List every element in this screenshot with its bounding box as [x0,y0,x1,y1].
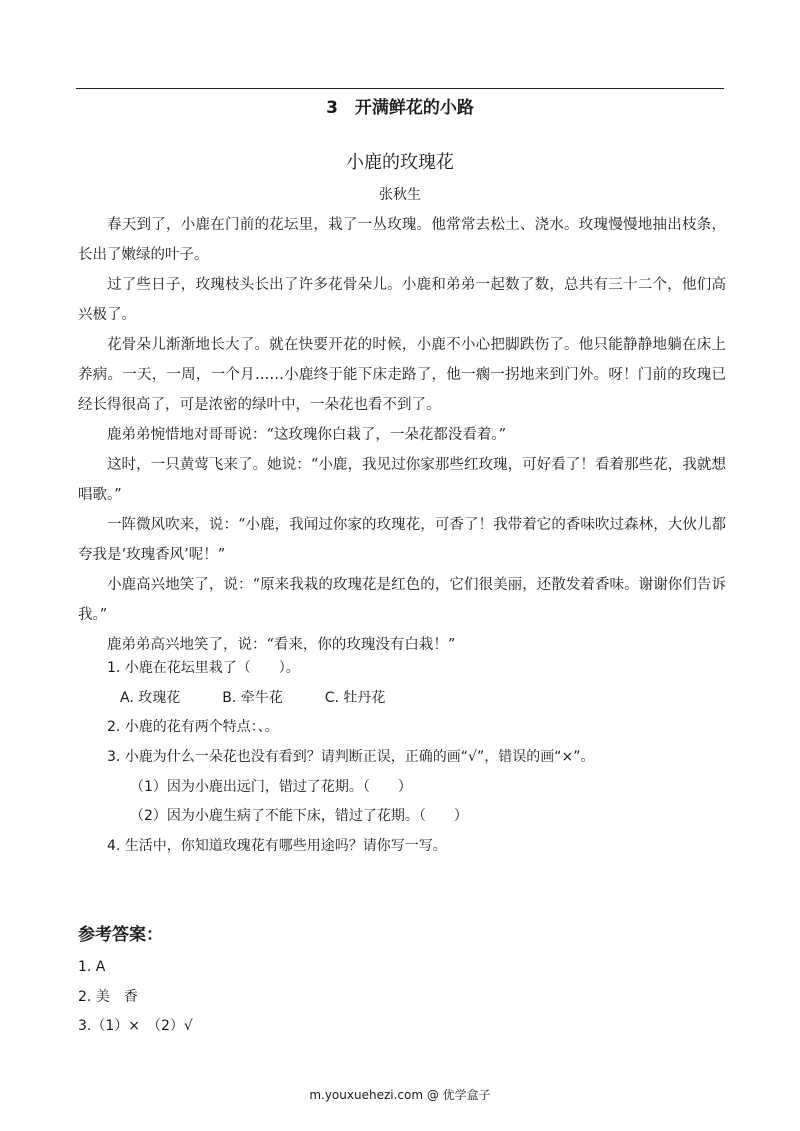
story-paragraph: 鹿弟弟惋惜地对哥哥说：“这玫瑰你白栽了，一朵花都没看着。” [107,427,507,443]
question-4: 4. 生活中，你知道玫瑰花有哪些用途吗？请你写一写。 [107,838,447,854]
story-paragraph: 一阵微风吹来，说：“小鹿，我闻过你家的玫瑰花，可香了！我带着它的香味吹过森林，大伙儿都夸我是‘玫瑰香风’呢！” [78,517,726,563]
story-paragraph: 鹿弟弟高兴地笑了，说：“看来，你的玫瑰没有白栽！” [107,637,456,653]
question-1: 1. 小鹿在花坛里栽了（ ）。 [107,660,300,676]
question-3-item-2: （2）因为小鹿生病了不能下床，错过了花期。（ ） [130,808,468,824]
footer-watermark: m.youxuehezi.com @ 优学盒子 [309,1088,491,1102]
header-rule [76,88,724,89]
question-3-item-1: （1）因为小鹿出远门，错过了花期。（ ） [130,779,412,795]
question-3: 3. 小鹿为什么一朵花也没有看到？请判断正误，正确的画“√”，错误的画“×”。 [107,749,595,765]
answer-2: 2. 美 香 [78,989,138,1005]
story-paragraph: 过了些日子，玫瑰枝头长出了许多花骨朵儿。小鹿和弟弟一起数了数，总共有三十二个，他们高兴极了。 [78,277,726,323]
story-author: 张秋生 [379,187,421,203]
story-paragraph: 花骨朵儿渐渐地长大了。就在快要开花的时候，小鹿不小心把脚跌伤了。他只能静静地躺在床上养病。一天，一周，一个月……小鹿终于能下床走路了，他一瘸一拐地来到门外。呀！门前的玫瑰已经长得很高了，可是浓密的绿叶中，一朵花也看不到了。 [78,337,726,413]
story-title: 小鹿的玫瑰花 [346,152,454,173]
story-paragraph: 小鹿高兴地笑了，说：“原来我栽的玫瑰花是红色的，它们很美丽，还散发着香味。谢谢你们告诉我。” [78,577,726,623]
answer-1: 1. A [78,959,106,975]
question-1-options: A. 玫瑰花 B. 牵牛花 C. 牡丹花 [120,690,386,706]
question-2: 2. 小鹿的花有两个特点：、。 [107,719,279,735]
story-paragraph: 这时，一只黄莺飞来了。她说：“小鹿，我见过你家那些红玫瑰，可好看了！看着那些花，我就想唱歌。” [78,457,726,503]
lesson-title: 3 开满鲜花的小路 [326,98,474,118]
story-body [78,210,726,660]
answers-title: 参考答案： [78,925,163,945]
story-paragraph: 春天到了，小鹿在门前的花坛里，栽了一丛玫瑰。他常常去松土、浇水。玫瑰慢慢地抽出枝条，长出了嫩绿的叶子。 [78,217,726,263]
answer-3: 3.（1）× （2）√ [78,1018,193,1034]
